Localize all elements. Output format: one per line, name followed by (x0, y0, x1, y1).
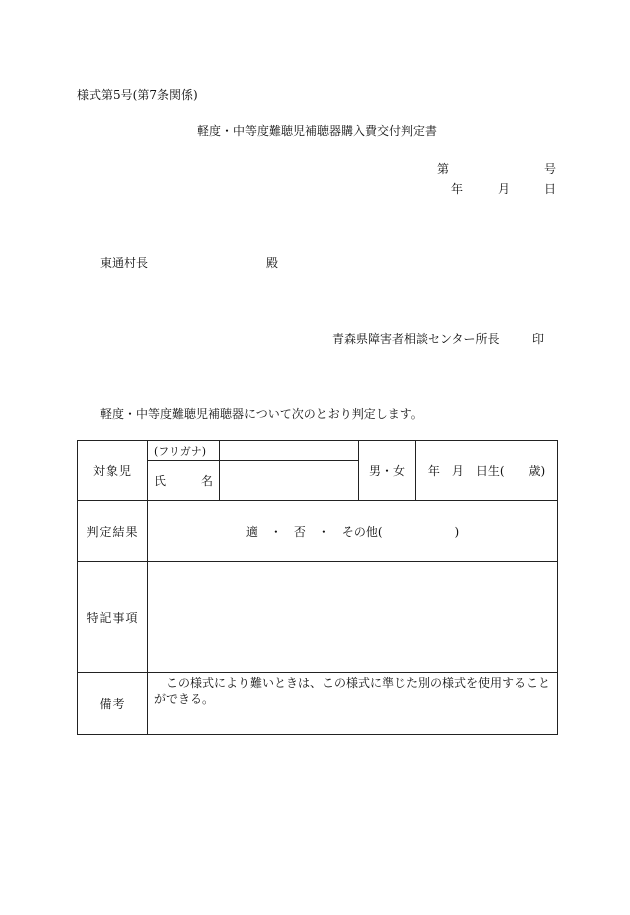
addressee-honorific: 殿 (266, 256, 279, 270)
remarks-label: 特記事項 (78, 562, 148, 673)
date-day: 日 (544, 182, 557, 196)
document-title: 軽度・中等度難聴児補聴器購入費交付判定書 (197, 124, 438, 138)
name-label (148, 461, 220, 501)
issuer-name: 青森県障害者相談センター所長 (332, 332, 500, 346)
doc-number-go: 号 (544, 162, 557, 176)
result-options[interactable]: 適 ・ 否 ・ その他( ) (148, 501, 558, 562)
determination-table (77, 440, 558, 735)
intro-text: 軽度・中等度難聴児補聴器について次のとおり判定します。 (100, 407, 423, 421)
date-year: 年 (451, 182, 464, 196)
furigana-label: (フリガナ) (148, 441, 220, 461)
date-month: 月 (498, 182, 511, 196)
date-of-birth[interactable]: 年 月 日生( 歳) (416, 441, 558, 501)
gender-options[interactable]: 男・女 (359, 441, 416, 501)
form-number: 様式第5号(第7条関係) (77, 88, 198, 102)
subject-label: 対象児 (78, 441, 148, 501)
result-label: 判定結果 (78, 501, 148, 562)
name-label-first: 氏 (154, 474, 167, 488)
name-field[interactable] (220, 461, 359, 501)
furigana-field[interactable] (220, 441, 359, 461)
notes-text: この様式により難いときは、この様式に準じた別の様式を使用することができる。 (148, 673, 558, 735)
doc-number-dai: 第 (437, 162, 450, 176)
seal-mark: 印 (532, 332, 545, 346)
remarks-field[interactable] (148, 562, 558, 673)
addressee-name: 東通村長 (100, 256, 149, 270)
name-label-second: 名 (200, 474, 213, 488)
notes-label: 備考 (78, 673, 148, 735)
